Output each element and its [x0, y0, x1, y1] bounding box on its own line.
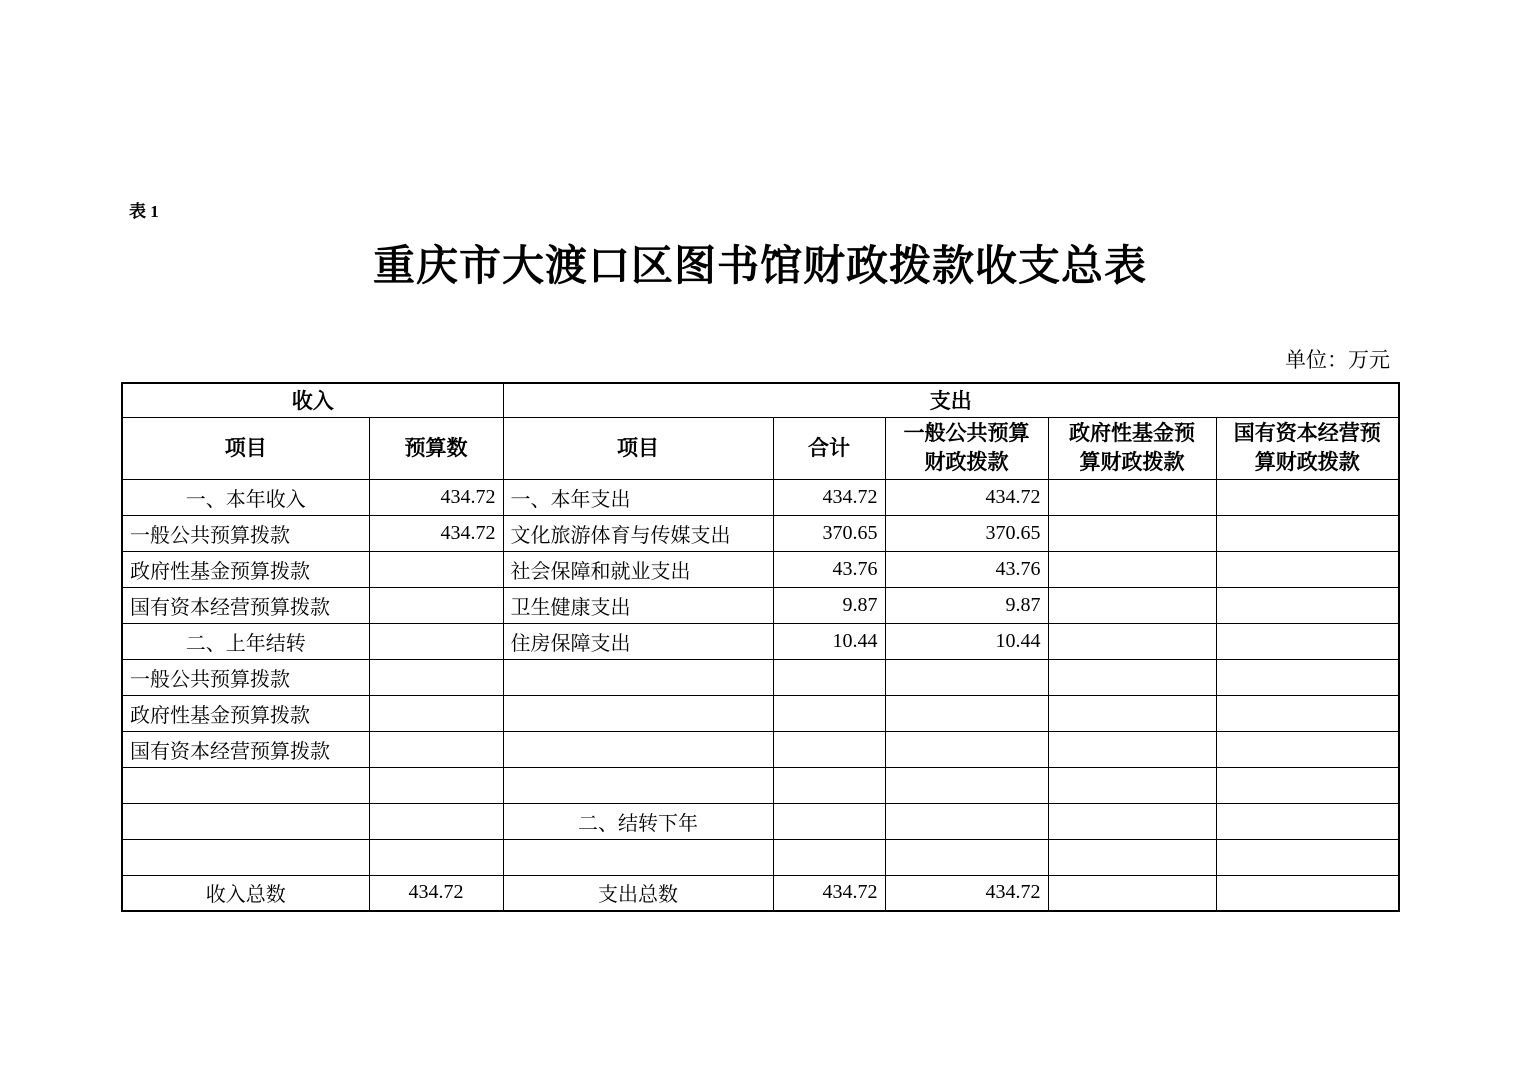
- table-cell: [369, 695, 503, 731]
- table-cell: [1048, 479, 1216, 515]
- table-cell: 一、本年收入: [122, 479, 369, 515]
- table-row: [122, 839, 1399, 875]
- table-cell: 一、本年支出: [503, 479, 773, 515]
- table-cell: [773, 767, 885, 803]
- table-cell: [503, 731, 773, 767]
- table-cell: [1216, 803, 1399, 839]
- table-cell: 370.65: [885, 515, 1048, 551]
- column-header: 项目: [122, 417, 369, 479]
- table-cell: [1216, 767, 1399, 803]
- table-cell: 二、上年结转: [122, 623, 369, 659]
- table-cell: 10.44: [885, 623, 1048, 659]
- table-cell: 434.72: [369, 479, 503, 515]
- table-cell: 370.65: [773, 515, 885, 551]
- table-cell: [1216, 659, 1399, 695]
- table-cell: [1048, 875, 1216, 911]
- table-cell: [503, 695, 773, 731]
- table-cell: [1048, 767, 1216, 803]
- table-cell: [885, 803, 1048, 839]
- table-cell: 一般公共预算拨款: [122, 659, 369, 695]
- table-cell: 434.72: [369, 875, 503, 911]
- table-number-label: 表 1: [129, 202, 159, 221]
- table-cell: [369, 659, 503, 695]
- table-cell: 政府性基金预算拨款: [122, 695, 369, 731]
- table-cell: 434.72: [773, 875, 885, 911]
- table-row: [122, 803, 1399, 839]
- group-header-expenditure: 支出: [503, 383, 1399, 417]
- table-cell: [1216, 515, 1399, 551]
- table-cell: 434.72: [773, 479, 885, 515]
- table-cell: [369, 839, 503, 875]
- table-cell: [1216, 479, 1399, 515]
- table-cell: [1048, 839, 1216, 875]
- table-cell: 434.72: [885, 479, 1048, 515]
- table-cell: [885, 695, 1048, 731]
- table-cell: [885, 731, 1048, 767]
- table-cell: [1048, 623, 1216, 659]
- table-cell: 支出总数: [503, 875, 773, 911]
- column-header: 一般公共预算 财政拨款: [885, 417, 1048, 479]
- table-cell: [1048, 551, 1216, 587]
- table-cell: 住房保障支出: [503, 623, 773, 659]
- table-row: [122, 875, 1399, 911]
- table-cell: [885, 839, 1048, 875]
- table-cell: [1048, 695, 1216, 731]
- table-cell: 国有资本经营预算拨款: [122, 731, 369, 767]
- budget-table-head: [122, 383, 1399, 479]
- column-header: 合计: [773, 417, 885, 479]
- table-cell: 434.72: [369, 515, 503, 551]
- table-cell: [1048, 515, 1216, 551]
- table-cell: [773, 839, 885, 875]
- table-cell: [122, 803, 369, 839]
- table-cell: [369, 623, 503, 659]
- table-row: [122, 479, 1399, 515]
- table-row: [122, 695, 1399, 731]
- table-row: [122, 767, 1399, 803]
- table-cell: 一般公共预算拨款: [122, 515, 369, 551]
- table-cell: [773, 659, 885, 695]
- table-cell: [1048, 587, 1216, 623]
- table-cell: [885, 767, 1048, 803]
- table-cell: 卫生健康支出: [503, 587, 773, 623]
- table-cell: [1048, 659, 1216, 695]
- table-cell: [1216, 623, 1399, 659]
- table-cell: [1216, 731, 1399, 767]
- table-cell: [122, 767, 369, 803]
- group-header-income: 收入: [122, 383, 503, 417]
- table-cell: 文化旅游体育与传媒支出: [503, 515, 773, 551]
- budget-table: [121, 382, 1400, 912]
- table-cell: [773, 803, 885, 839]
- table-cell: 43.76: [773, 551, 885, 587]
- table-cell: [503, 839, 773, 875]
- table-cell: 收入总数: [122, 875, 369, 911]
- column-header: 预算数: [369, 417, 503, 479]
- table-row: [122, 731, 1399, 767]
- table-cell: [122, 839, 369, 875]
- table-cell: [1216, 551, 1399, 587]
- budget-table-body: [122, 479, 1399, 911]
- table-cell: [369, 731, 503, 767]
- unit-note: 单位：万元: [1285, 348, 1390, 372]
- table-cell: [1216, 695, 1399, 731]
- table-cell: [369, 767, 503, 803]
- table-cell: [503, 767, 773, 803]
- table-cell: [773, 731, 885, 767]
- table-cell: 国有资本经营预算拨款: [122, 587, 369, 623]
- group-header-row: [122, 383, 1399, 417]
- table-cell: [1216, 839, 1399, 875]
- table-row: [122, 587, 1399, 623]
- table-cell: 9.87: [773, 587, 885, 623]
- column-header: 项目: [503, 417, 773, 479]
- table-cell: 43.76: [885, 551, 1048, 587]
- table-cell: [503, 659, 773, 695]
- table-cell: [1216, 875, 1399, 911]
- table-cell: [369, 551, 503, 587]
- table-row: [122, 551, 1399, 587]
- table-cell: 434.72: [885, 875, 1048, 911]
- table-cell: [1048, 731, 1216, 767]
- table-row: [122, 659, 1399, 695]
- table-cell: [369, 803, 503, 839]
- table-cell: 9.87: [885, 587, 1048, 623]
- table-cell: 二、结转下年: [503, 803, 773, 839]
- table-cell: [1048, 803, 1216, 839]
- table-cell: [1216, 587, 1399, 623]
- table-cell: 政府性基金预算拨款: [122, 551, 369, 587]
- column-header: 政府性基金预 算财政拨款: [1048, 417, 1216, 479]
- table-cell: [773, 695, 885, 731]
- column-header-row: [122, 417, 1399, 479]
- table-row: [122, 515, 1399, 551]
- table-row: [122, 623, 1399, 659]
- table-cell: 社会保障和就业支出: [503, 551, 773, 587]
- table-cell: 10.44: [773, 623, 885, 659]
- table-cell: [885, 659, 1048, 695]
- table-cell: [369, 587, 503, 623]
- column-header: 国有资本经营预 算财政拨款: [1216, 417, 1399, 479]
- page-title: 重庆市大渡口区图书馆财政拨款收支总表: [372, 242, 1147, 289]
